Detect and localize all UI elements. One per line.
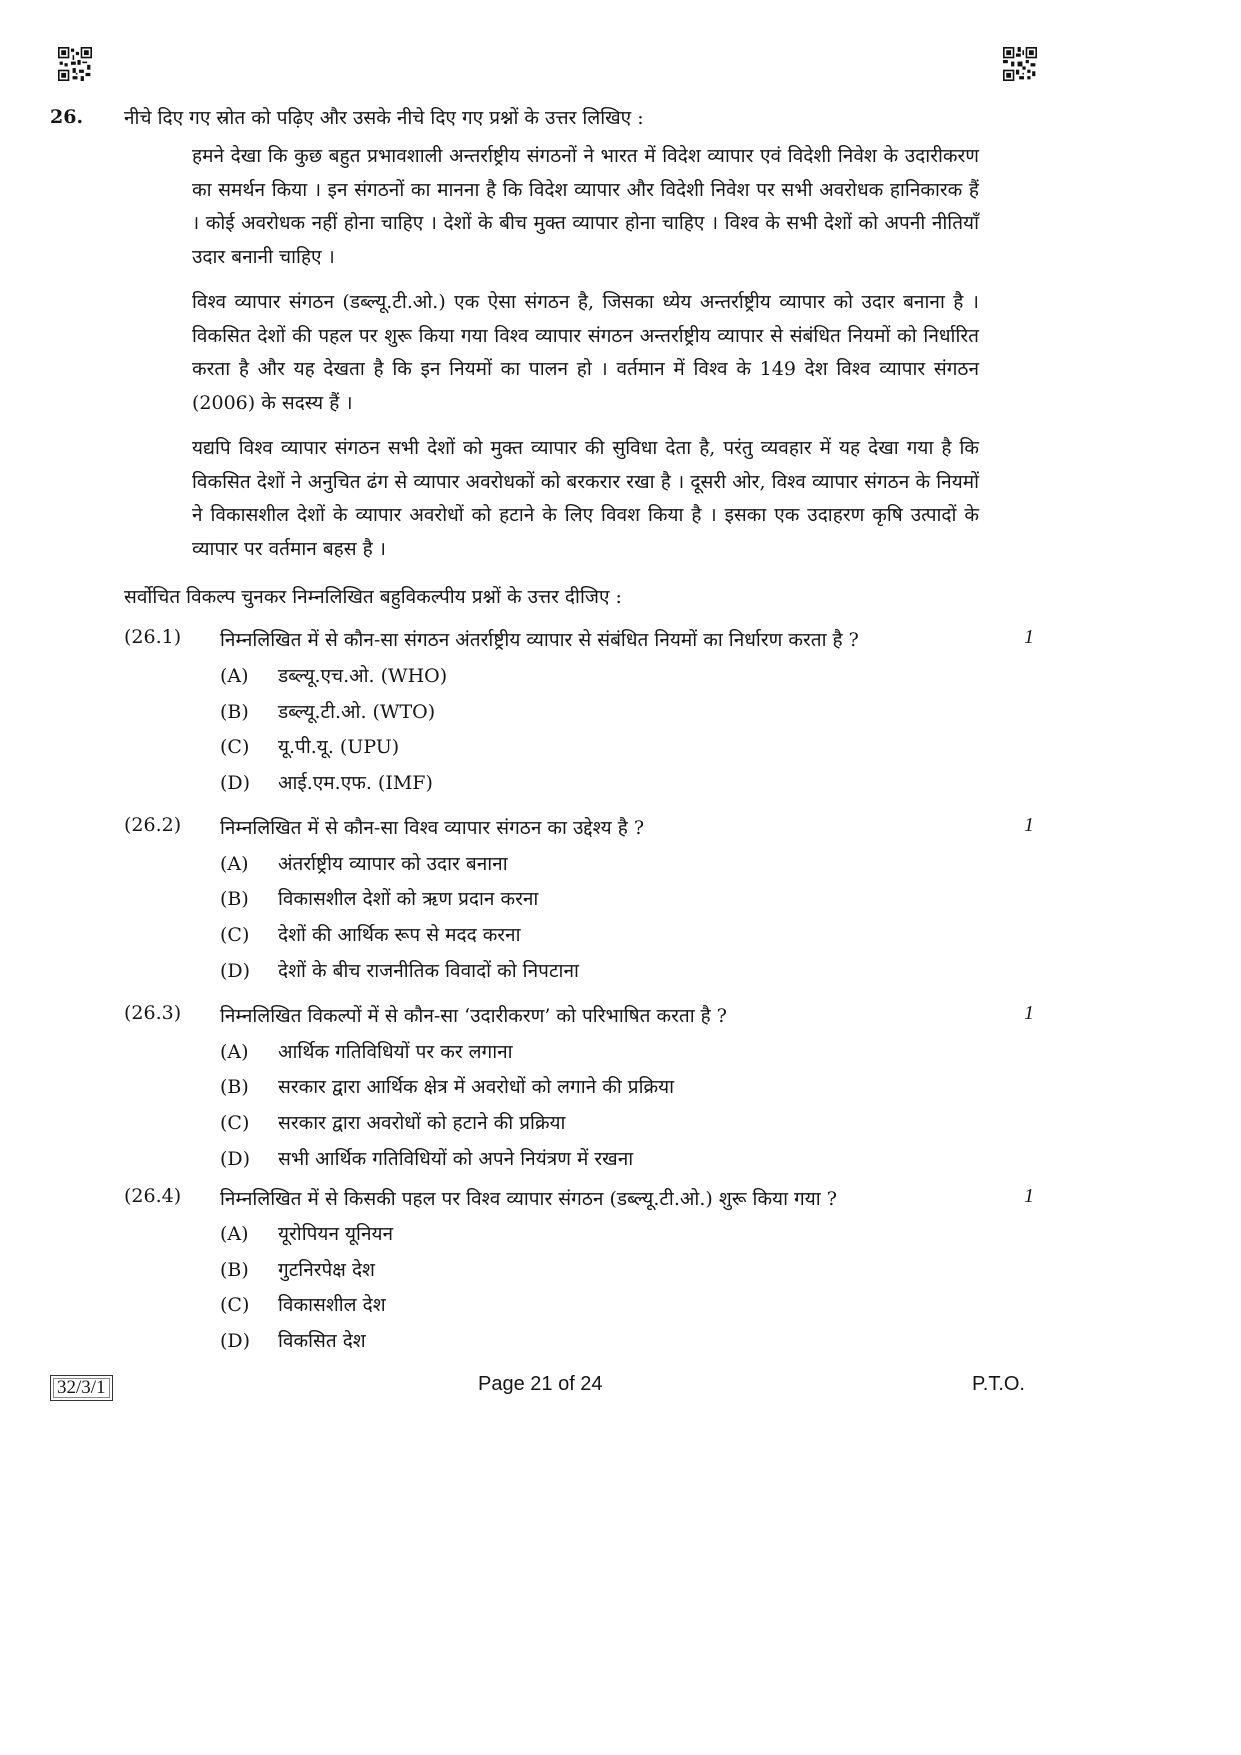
option: [220, 1220, 393, 1246]
option: [220, 921, 521, 947]
option-text: यू.पी.यू. (UPU): [278, 736, 400, 758]
option: [220, 1073, 674, 1099]
option-label: (D): [220, 1330, 251, 1352]
option-text: आर्थिक गतिविधियों पर कर लगाना: [278, 1041, 513, 1063]
option-text: देशों की आर्थिक रूप से मदद करना: [278, 924, 521, 946]
subquestion-number: (26.1): [124, 626, 182, 648]
option: [220, 1038, 513, 1064]
marks: 1: [1024, 1002, 1034, 1024]
subquestion-number: (26.3): [124, 1002, 182, 1024]
question-intro: नीचे दिए गए स्रोत को पढ़िए और उसके नीचे दिए गए प्रश्नों के उत्तर लिखिए :: [124, 107, 644, 129]
marks: 1: [1024, 1185, 1034, 1207]
option-label: (B): [220, 1259, 249, 1281]
option: [220, 769, 433, 795]
option-label: (A): [220, 1223, 249, 1245]
option-label: (B): [220, 888, 249, 910]
subquestion-number: (26.4): [124, 1185, 182, 1207]
option: [220, 1327, 366, 1353]
option: [220, 1109, 565, 1135]
pto-label: P.T.O.: [972, 1373, 1025, 1395]
option-text: विकासशील देशों को ऋण प्रदान करना: [278, 888, 539, 910]
option: [220, 1291, 386, 1317]
instruction-text: सर्वोचित विकल्प चुनकर निम्नलिखित बहुविकल्पीय प्रश्नों के उत्तर दीजिए :: [124, 586, 622, 608]
option-label: (A): [220, 853, 249, 875]
option-label: (B): [220, 701, 249, 723]
marks: 1: [1024, 626, 1034, 648]
option-text: सभी आर्थिक गतिविधियों को अपने नियंत्रण में रखना: [278, 1148, 634, 1170]
option-label: (D): [220, 1148, 251, 1170]
option-text: सरकार द्वारा अवरोधों को हटाने की प्रक्रिया: [278, 1112, 566, 1134]
option: [220, 957, 579, 983]
option: [220, 885, 538, 911]
option-text: डब्ल्यू.टी.ओ. (WTO): [278, 701, 436, 723]
passage-paragraph: विश्व व्यापार संगठन (डब्ल्यू.टी.ओ.) एक ऐसा संगठन है, जिसका ध्येय अन्तर्राष्ट्रीय व्यापार को उदार बनाना है । विकसित देशों की पहल पर शुरू किया गया विश्व व्यापार संगठन अन्तर्राष्ट्रीय व्यापार से संबंधित नियमों को निर्धारित करता है और यह देखता है कि इन नियमों का पालन हो । वर्तमान में विश्व के 149 देश विश्व व्यापार संगठन (2006) के सदस्य हैं ।: [192, 291, 979, 414]
option: [220, 1145, 633, 1171]
passage-paragraph: हमने देखा कि कुछ बहुत प्रभावशाली अन्तर्राष्ट्रीय संगठनों ने भारत में विदेश व्यापार एवं विदेशी निवेश के उदारीकरण का समर्थन किया । इन संगठनों का मानना है कि विदेश व्यापार और विदेशी निवेश पर सभी अवरोधक हानिकारक हैं । कोई अवरोधक नहीं होना चाहिए । देशों के बीच मुक्त व्यापार होना चाहिए । विश्व के सभी देशों को अपनी नीतियाँ उदार बनानी चाहिए ।: [192, 145, 979, 268]
option-text: अंतर्राष्ट्रीय व्यापार को उदार बनाना: [278, 853, 508, 875]
question-number: 26.: [50, 106, 84, 128]
subquestion-text: निम्नलिखित विकल्पों में से कौन-सा ‘उदारीकरण’ को परिभाषित करता है ?: [220, 1005, 727, 1027]
option-text: यूरोपियन यूनियन: [278, 1223, 394, 1245]
passage-paragraph: यद्यपि विश्व व्यापार संगठन सभी देशों को मुक्त व्यापार की सुविधा देता है, परंतु व्यवहार में यह देखा गया है कि विकसित देशों ने अनुचित ढंग से व्यापार अवरोधकों को बरकरार रखा है । दूसरी ओर, विश्व व्यापार संगठन के नियमों ने विकासशील देशों के व्यापार अवरोधों को हटाने के लिए विवश किया है । इसका एक उदाहरण कृषि उत्पादों के व्यापार पर वर्तमान बहस है ।: [192, 437, 979, 560]
option-label: (C): [220, 1112, 250, 1134]
paper-code: 32/3/1: [50, 1375, 113, 1401]
option-text: गुटनिरपेक्ष देश: [278, 1259, 375, 1281]
option: [220, 1256, 375, 1282]
option-label: (C): [220, 1294, 250, 1316]
option-text: विकासशील देश: [278, 1294, 386, 1316]
option-label: (B): [220, 1076, 249, 1098]
marks: 1: [1024, 814, 1034, 836]
option: [220, 733, 399, 759]
option-text: सरकार द्वारा आर्थिक क्षेत्र में अवरोधों को लगाने की प्रक्रिया: [278, 1076, 675, 1098]
option-label: (D): [220, 960, 251, 982]
subquestion-text: निम्नलिखित में से कौन-सा संगठन अंतर्राष्ट्रीय व्यापार से संबंधित नियमों का निर्धारण करता है ?: [220, 629, 859, 651]
option-text: डब्ल्यू.एच.ओ. (WHO): [278, 665, 448, 687]
option-label: (A): [220, 665, 249, 687]
option-label: (A): [220, 1041, 249, 1063]
subquestion-number: (26.2): [124, 814, 182, 836]
option-label: (D): [220, 772, 251, 794]
subquestion-text: निम्नलिखित में से किसकी पहल पर विश्व व्यापार संगठन (डब्ल्यू.टी.ओ.) शुरू किया गया ?: [220, 1188, 837, 1210]
qr-code-icon: [58, 47, 92, 81]
option: [220, 698, 435, 724]
qr-code-icon: [1003, 47, 1037, 81]
option: [220, 850, 508, 876]
option-text: विकसित देश: [278, 1330, 366, 1352]
option-text: देशों के बीच राजनीतिक विवादों को निपटाना: [278, 960, 579, 982]
page-number: Page 21 of 24: [478, 1373, 603, 1395]
option: [220, 662, 447, 688]
option-label: (C): [220, 736, 250, 758]
subquestion-text: निम्नलिखित में से कौन-सा विश्व व्यापार संगठन का उद्देश्य है ?: [220, 817, 645, 839]
option-text: आई.एम.एफ. (IMF): [278, 772, 433, 794]
option-label: (C): [220, 924, 250, 946]
